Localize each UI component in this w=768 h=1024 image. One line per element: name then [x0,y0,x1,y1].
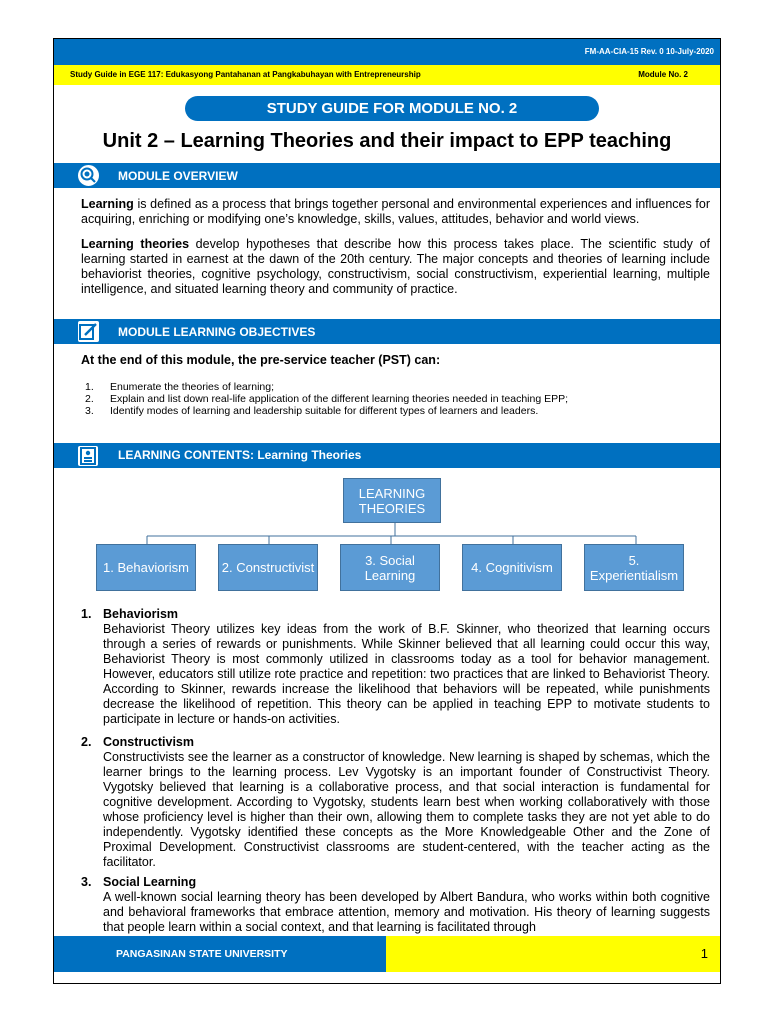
unit-title: Unit 2 – Learning Theories and their impact to EPP teaching [102,130,672,152]
theory-heading [81,607,178,621]
objective-text: Identify modes of learning and leadership suitable for different types of learners and leaders. [110,405,539,417]
overview-paragraph-1 [81,197,710,227]
objective-text: Explain and list down real-life application of the different learning theories needed in teaching EPP; [110,393,569,405]
study-guide-page [53,38,721,984]
theory-number: 3. [81,875,92,889]
theory-heading [81,875,196,889]
subheader-bar [54,65,720,85]
study-guide-title: STUDY GUIDE FOR MODULE NO. 2 [185,96,599,121]
theory-title: Constructivism [103,735,194,749]
theory-title: Behaviorism [103,607,179,621]
module-number: Module No. 2 [638,70,688,79]
theory-number: 2. [81,735,92,749]
module-overview-bar [54,163,720,188]
learning-contents-heading: LEARNING CONTENTS: Learning Theories [118,448,362,462]
learning-contents-bar [54,443,720,468]
footer-university-band [54,936,386,972]
theory-heading [81,735,194,749]
chart-node-experientialism: 5. Experientialism [584,544,684,591]
chart-node-cognitivism: 4. Cognitivism [462,544,562,591]
university-name: PANGASINAN STATE UNIVERSITY [116,948,288,960]
module-objectives-heading: MODULE LEARNING OBJECTIVES [118,325,316,339]
chart-root-learning-theories: LEARNING THEORIES [343,478,441,523]
page-number: 1 [700,946,708,961]
chart-node-constructivist: 2. Constructivist [218,544,318,591]
term-learning-theories: Learning theories [81,237,190,251]
objective-number: 2. [85,393,94,405]
footer-page-band [386,936,720,972]
learning-theories-description: develop hypotheses that describe how this process takes place. The scientific study of learning started in earnest at the dawn of the 20th century. The major concepts and theories of learning include behaviorist theories, cognitive psychology, constructivism, social constructivism, experiential learning, multiple intelligence, and situated learning theory and community of practice. [81,237,710,296]
theory-title: Social Learning [103,875,197,889]
objective-number: 3. [85,405,94,417]
edit-icon [78,321,99,342]
chart-node-behaviorism: 1. Behaviorism [96,544,196,591]
theory-number: 1. [81,607,92,621]
theory-body: Behaviorist Theory utilizes key ideas from the work of B.F. Skinner, who theorized that learning occurs through a series of rewards or punishments. While Skinner believed that all learning could occur this way, Behaviorist Theory is most commonly utilized in classrooms today as a tool for behavior management. However, educators still utilize rote practice and repetition: two practices that are linked to Behaviorist Theory. According to Skinner, rewards increase the likelihood that behaviors will be repeated, while punishments decrease the likelihood of repetition. This theory can be applied in teaching EPP to motivate students to participate in lecture or hands-on activities. [103,622,710,726]
objective-item [81,381,710,393]
objective-text: Enumerate the theories of learning; [110,381,275,393]
page-footer [54,936,720,972]
study-guide-course: Study Guide in EGE 117: Edukasyong Pantahanan at Pangkabuhayan with Entrepreneurship [70,70,421,79]
form-code: FM-AA-CIA-15 Rev. 0 10-July-2020 [584,47,714,56]
theory-body: A well-known social learning theory has been developed by Albert Bandura, who works within both cognitive and behavioral frameworks that embrace attention, memory and motivation. His theory of learning suggests that people learn within a social context, and that learning is facilitated through [103,890,710,934]
header-bar [54,39,720,65]
module-objectives-bar [54,319,720,344]
objective-number: 1. [85,381,94,393]
theory-body: Constructivists see the learner as a constructor of knowledge. New learning is shaped by schemas, which the learner brings to the learning process. Lev Vygotsky is an important founder of Constructivist Theory. Vygotsky believed that learning is a collaborative process, and that social interaction is fundamental for cognitive development. According to Vygotsky, students learn best when working collaboratively with those whose proficiency level is higher than their own, allowing them to complete tasks they are not yet able to do independently. Vygotsky identified these concepts as the More Knowledgeable Other and the Zone of Proximal Development. Constructivist classrooms are student-centered, with the teacher acting as the facilitator. [103,750,710,869]
learning-theories-chart [54,475,720,595]
chart-node-social-learning: 3. Social Learning [340,544,440,591]
objectives-list [81,381,710,417]
document-icon [78,446,98,466]
objective-item [81,405,710,417]
search-icon [76,163,101,188]
objective-item [81,393,710,405]
module-overview-heading: MODULE OVERVIEW [118,169,238,183]
learning-definition: is defined as a process that brings together personal and environmental experiences and influences for acquiring, enriching or modifying one’s knowledge, skills, values, attitudes, behavior and world views. [81,197,710,226]
term-learning: Learning [81,197,134,211]
overview-paragraph-2 [81,237,710,297]
objectives-intro: At the end of this module, the pre-service teacher (PST) can: [81,353,441,367]
